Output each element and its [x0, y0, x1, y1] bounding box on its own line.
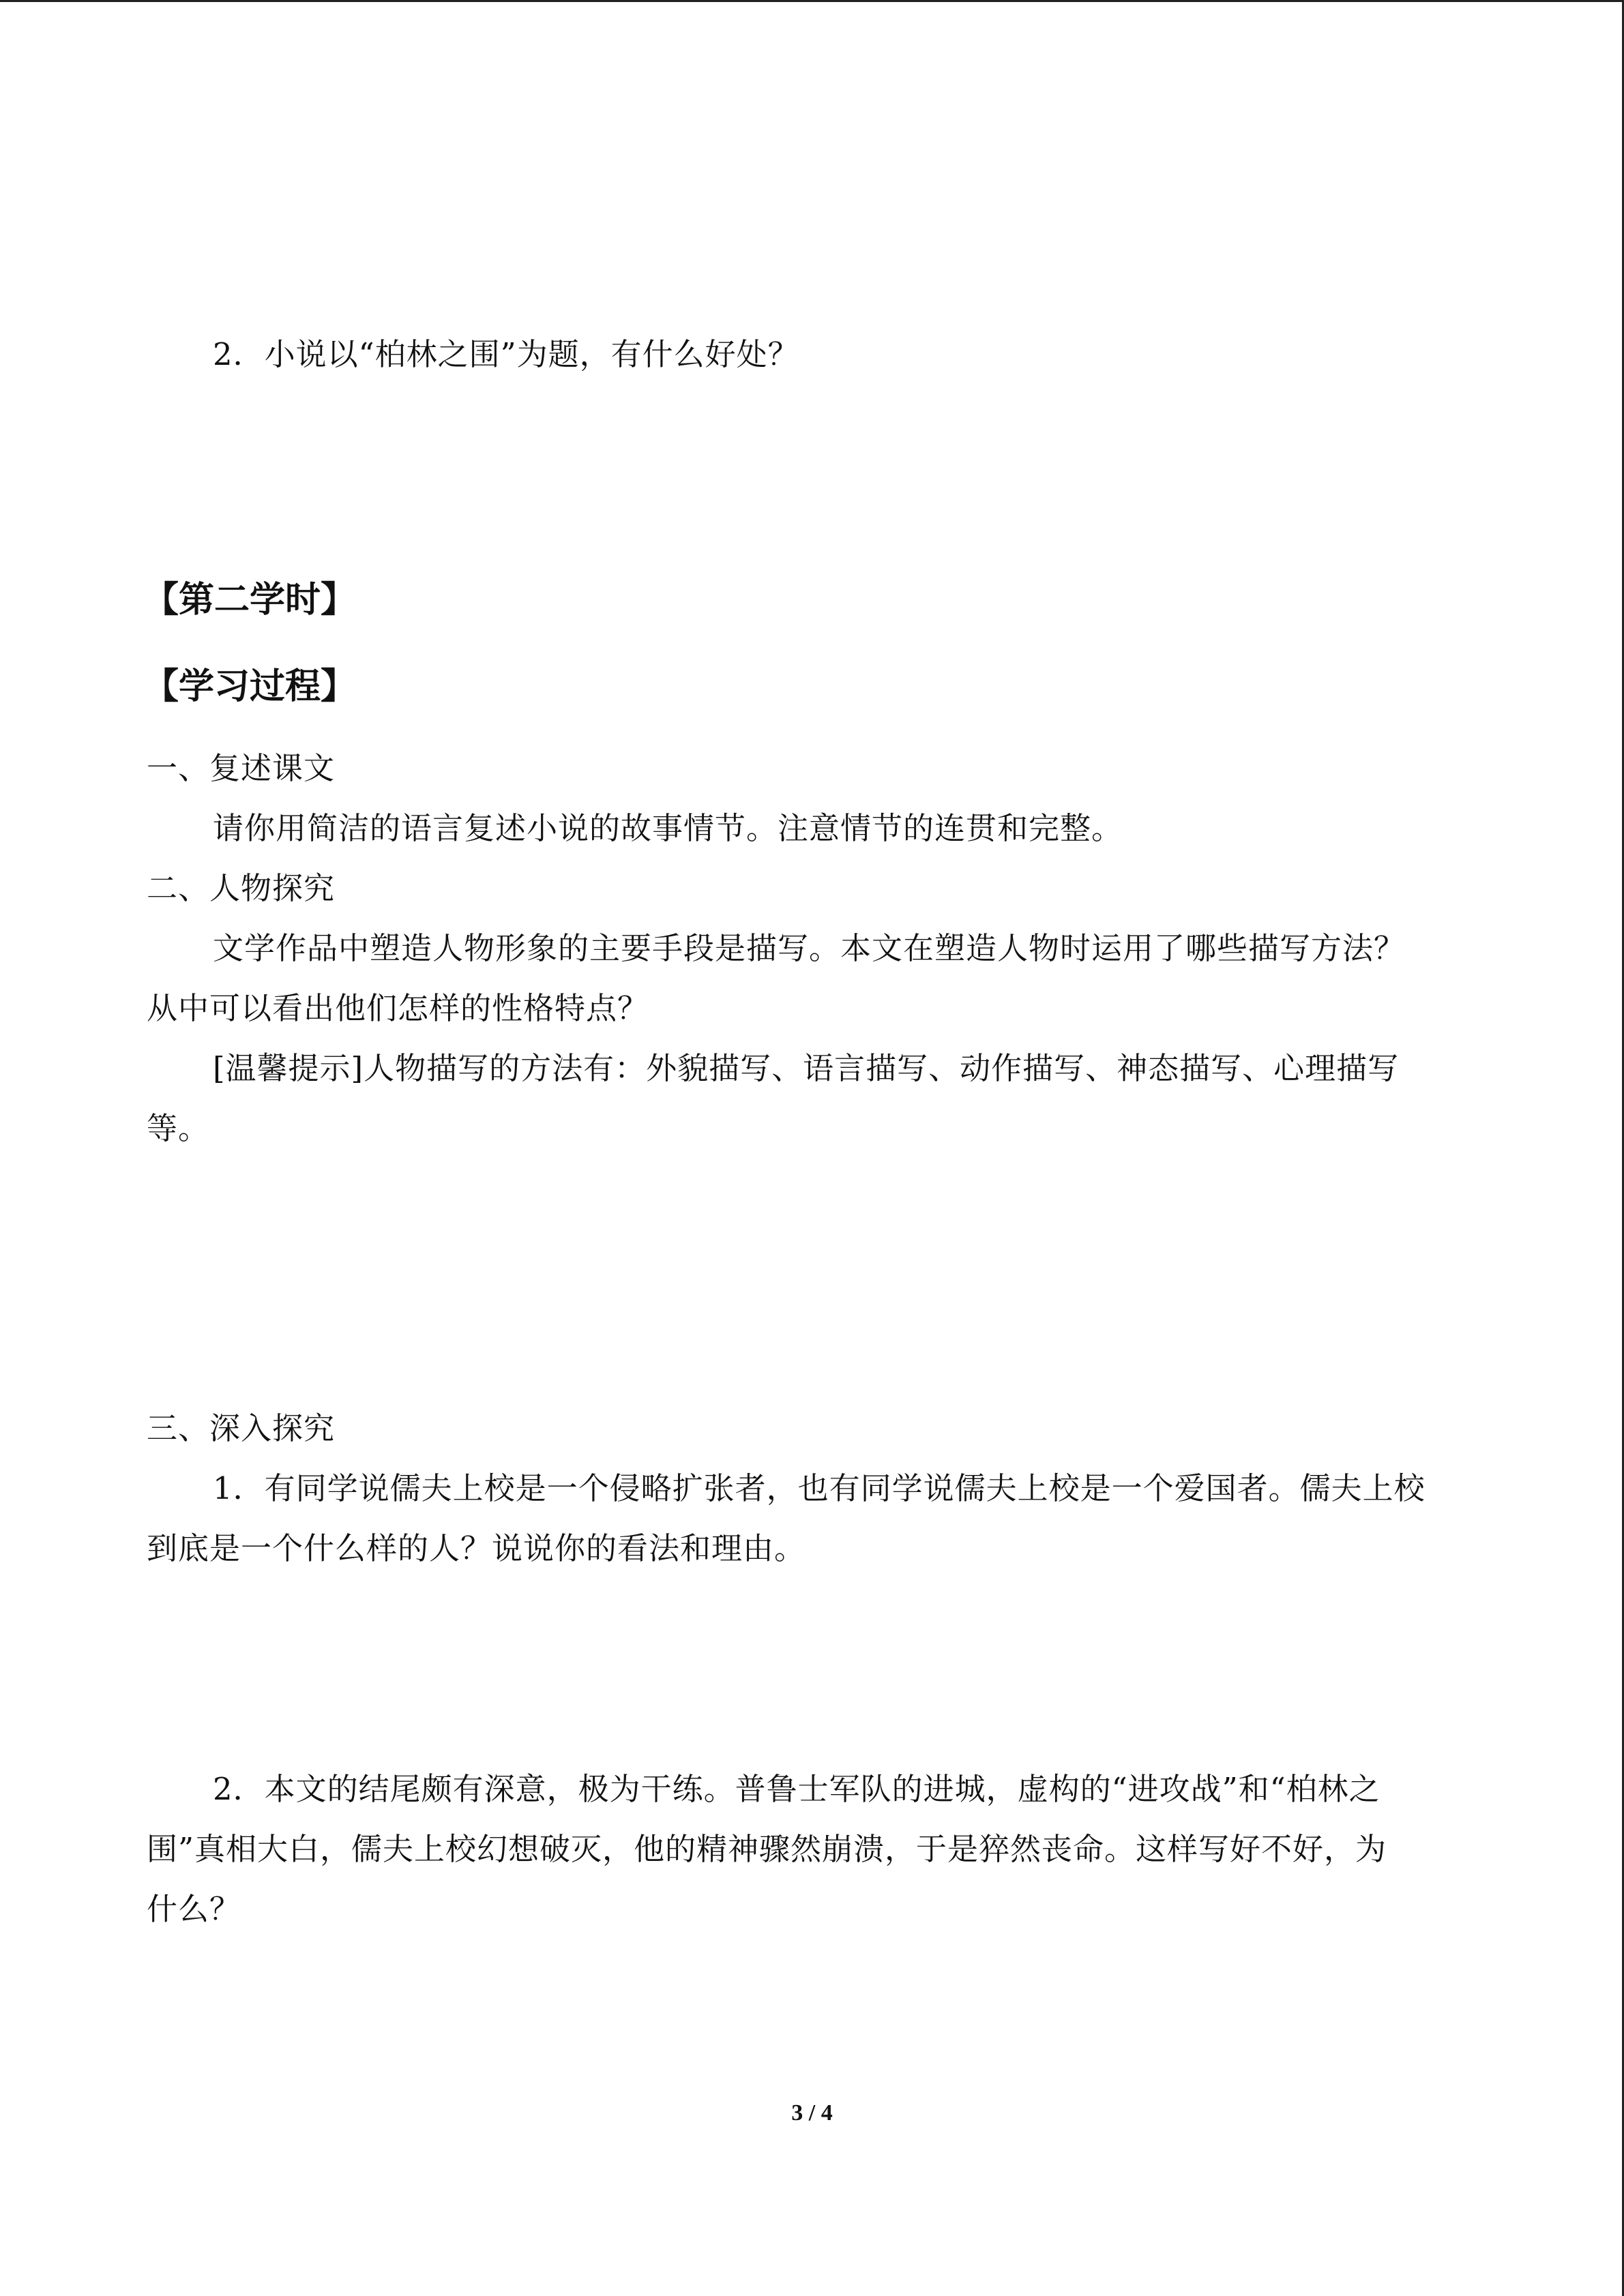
section-3-question-1-line-1: 1．有同学说儒夫上校是一个侵略扩张者，也有同学说儒夫上校是一个爱国者。儒夫上校 — [213, 1470, 1426, 1506]
section-2-tip-line-1: [温馨提示]人物描写的方法有：外貌描写、语言描写、动作描写、神态描写、心理描写 — [213, 1050, 1400, 1086]
section-1-title: 一、复述课文 — [147, 750, 336, 786]
section-3-question-2-line-1: 2．本文的结尾颇有深意，极为干练。普鲁士军队的进城，虚构的“进攻战”和“柏林之 — [213, 1771, 1381, 1807]
section-3-title: 三、深入探究 — [147, 1410, 336, 1446]
section-3-question-2-line-2: 围”真相大白，儒夫上校幻想破灭，他的精神骤然崩溃，于是猝然丧命。这样写好不好，为 — [147, 1831, 1387, 1867]
section-3-question-2-line-3: 什么？ — [147, 1891, 241, 1927]
question-2-title-benefit: 2．小说以“柏林之围”为题，有什么好处？ — [213, 336, 799, 372]
section-2-title: 二、人物探究 — [147, 870, 336, 906]
section-2-paragraph-line-2: 从中可以看出他们怎样的性格特点？ — [147, 990, 649, 1026]
heading-learning-process: 【学习过程】 — [143, 666, 357, 707]
section-1-text: 请你用简洁的语言复述小说的故事情节。注意情节的连贯和完整。 — [213, 810, 1123, 846]
section-2-tip-line-2: 等。 — [147, 1110, 210, 1146]
heading-second-lesson: 【第二学时】 — [143, 580, 357, 621]
section-3-question-1-line-2: 到底是一个什么样的人？说说你的看法和理由。 — [147, 1530, 806, 1566]
section-2-paragraph-line-1: 文学作品中塑造人物形象的主要手段是描写。本文在塑造人物时运用了哪些描写方法？ — [213, 930, 1406, 966]
page-number: 3 / 4 — [791, 2100, 833, 2126]
